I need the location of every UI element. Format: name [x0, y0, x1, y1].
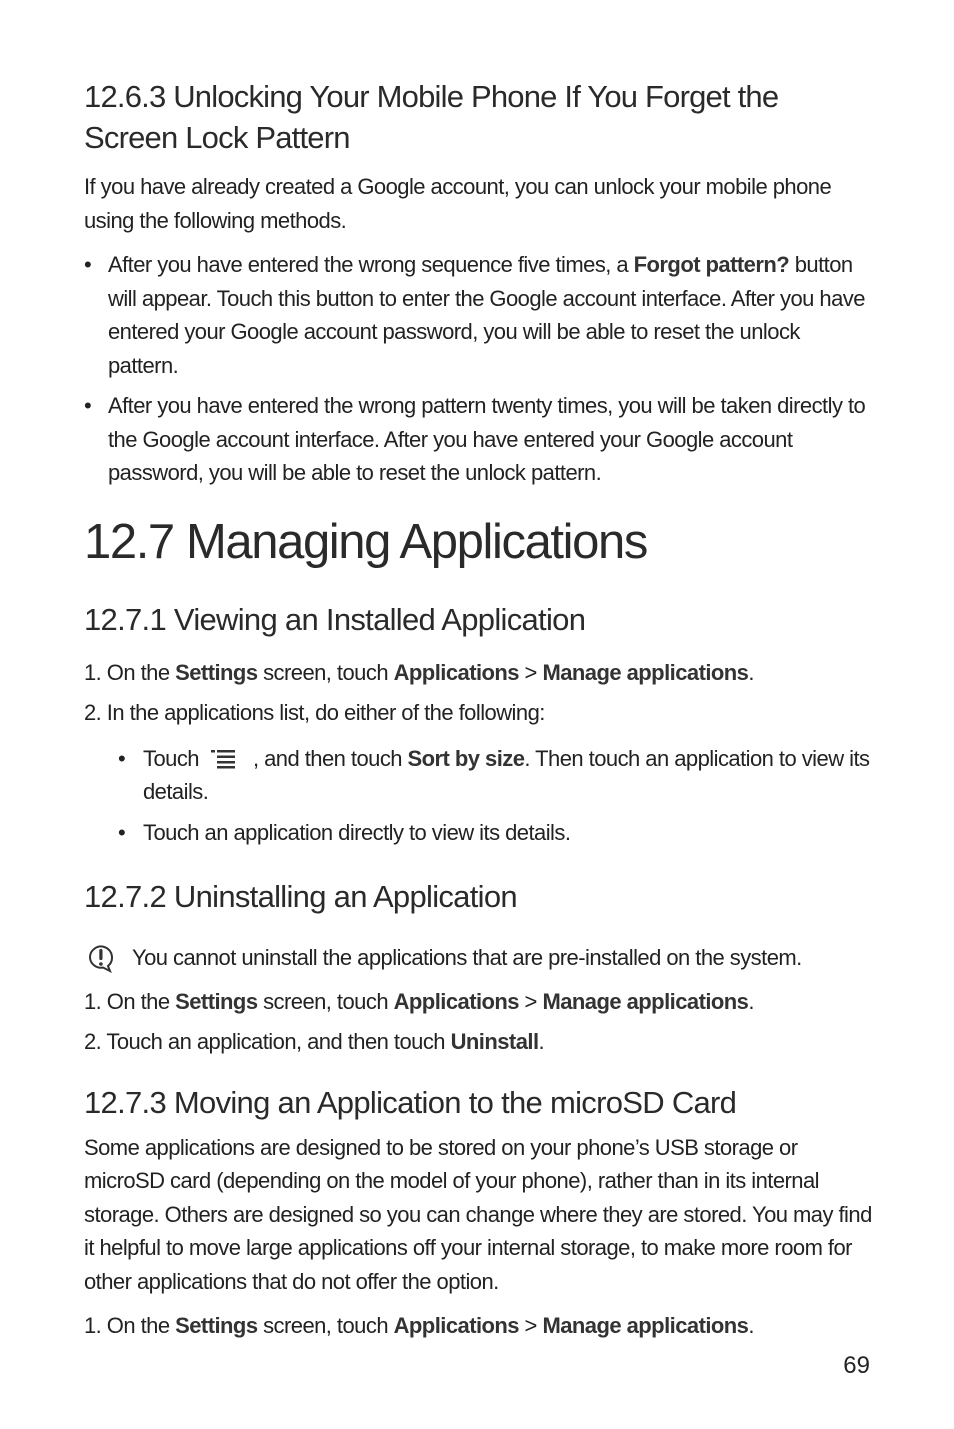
page-number: 69 — [843, 1352, 870, 1379]
list-item: • After you have entered the wrong pattern twenty times, you will be taken directly to the Google account interface. After you have entered your Google account password, you will be able to reset the unlock pattern. — [84, 389, 874, 490]
step-item: 1. On the Settings screen, touch Applications > Manage applications. — [84, 988, 754, 1014]
step-item: 2. Touch an application, and then touch Uninstall. — [84, 1029, 545, 1054]
step-item: 1. On the Settings screen, touch Applications > Manage applications. — [84, 659, 754, 685]
section-12-7-3-paragraph: Some applications are designed to be stored on your phone’s USB storage or microSD card (depending on the model of your phone), rather than in its internal storage. Others are designed so you can change where they are stored. You may find it helpful to move large applications off your internal storage, to make more room for other applications that do not offer the option. — [84, 1134, 872, 1294]
menu-icon — [211, 745, 235, 765]
step-item: 2. In the applications list, do either of the following: — [84, 700, 545, 725]
bullet: • — [118, 819, 126, 845]
step-item: 1. On the Settings screen, touch Applications > Manage applications. — [84, 1313, 754, 1338]
section-12-6-3-title: 12.6.3 Unlocking Your Mobile Phone If You Forget the Screen Lock Pattern — [84, 79, 779, 155]
bullet: • — [118, 745, 126, 771]
list-item: • Touch , and then touch Sort by size. Then touch an application to view its details. — [84, 742, 874, 809]
list-item: • After you have entered the wrong sequence five times, a Forgot pattern? button will appear. Touch this button to enter the Google account interface. After you have entered your Google account password, you will be able to reset the unlock pattern. — [84, 248, 874, 382]
list-item: • Touch an application directly to view its details. — [84, 816, 874, 850]
section-12-7-2-title: 12.7.2 Uninstalling an Application — [84, 879, 517, 914]
bullet: • — [84, 252, 92, 277]
manual-page — [84, 76, 874, 1350]
section-12-6-3-intro: If you have already created a Google account, you can unlock your mobile phone using the following methods. — [84, 174, 832, 233]
bullet: • — [84, 393, 92, 418]
section-12-7-3-title: 12.7.3 Moving an Application to the microSD Card — [84, 1084, 737, 1120]
warning-icon — [84, 943, 118, 973]
section-12-7-title: 12.7 Managing Applications — [84, 514, 647, 569]
section-12-7-1-title: 12.7.1 Viewing an Installed Application — [84, 601, 586, 637]
note: You cannot uninstall the applications that are pre-installed on the system. — [84, 941, 874, 975]
